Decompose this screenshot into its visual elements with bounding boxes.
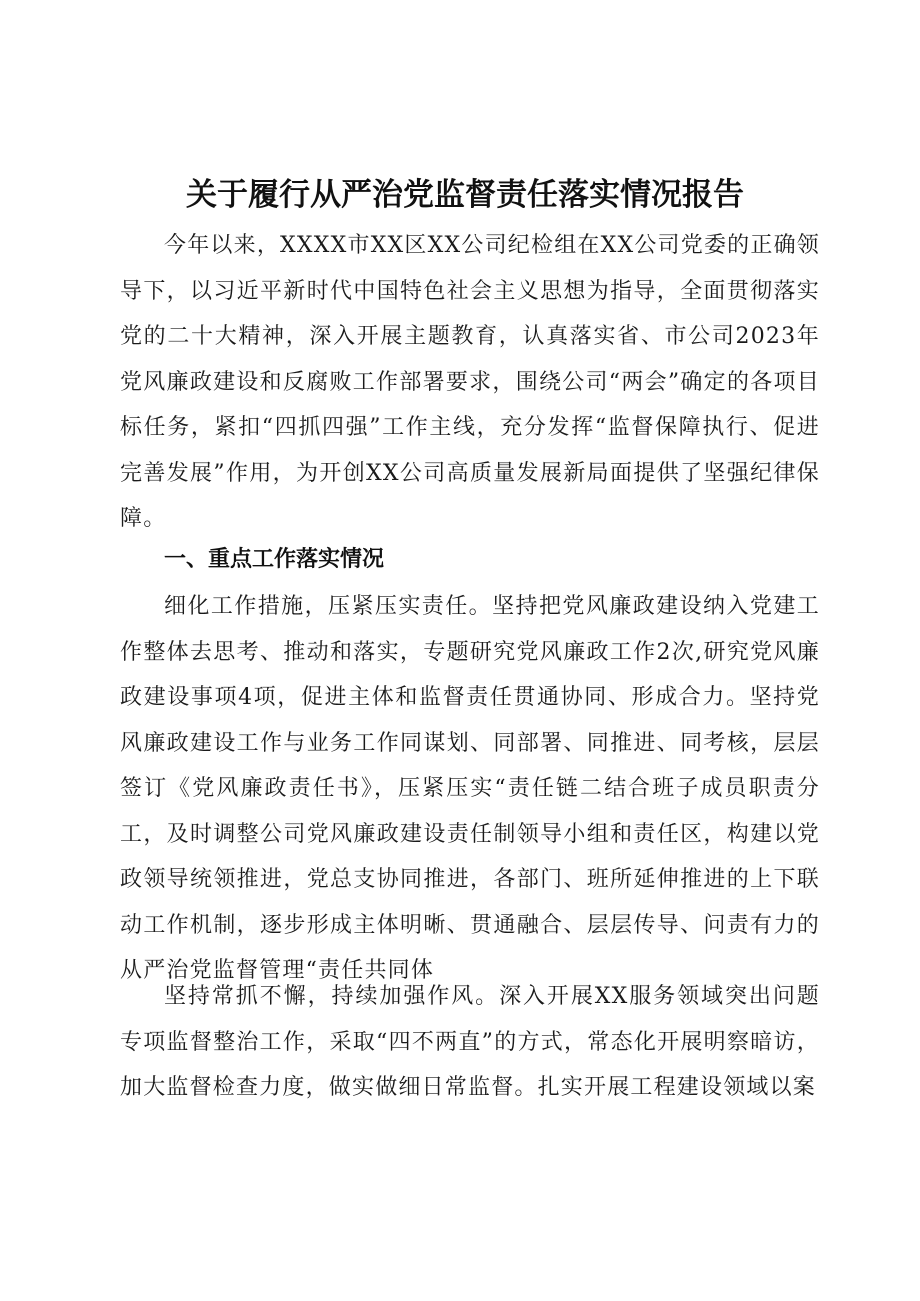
document-title: 关于履行从严治党监督责任落实情况报告 <box>186 177 744 213</box>
paragraph-responsibility: 细化工作措施，压紧压实责任。坚持把党风廉政建设纳入党建工作整体去思考、推动和落实，专题研究党风廉政工作2次,研究党风廉政建设事项4项，促进主体和监督责任贯通协同、形成合力。坚持党风廉政建设工作与业务工作同谋划、同部署、同推进、同考核，层层签订《党风廉政责任书》，压紧压实“责任链二结合班子成员职责分工，及时调整公司党风廉政建设责任制领导小组和责任区，构建以党政领导统领推进，党总支协同推进，各部门、班所延伸推进的上下联动工作机制，逐步形成主体明晰、贯通融合、层层传导、问责有力的从严治党监督管理“责任共同体 <box>120 594 820 983</box>
paragraph-intro: 今年以来，XXXX市XX区XX公司纪检组在XX公司党委的正确领导下，以习近平新时代中国特色社会主义思想为指导，全面贯彻落实党的二十大精神，深入开展主题教育，认真落实省、市公司2023年党风廉政建设和反腐败工作部署要求，围绕公司“两会”确定的各项目标任务，紧扣“四抓四强”工作主线，充分发挥“监督保障执行、促进完善发展”作用，为开创XX公司高质量发展新局面提供了坚强纪律保障。 <box>120 233 820 531</box>
section-heading: 一、重点工作落实情况 <box>164 547 385 572</box>
paragraph-work-style: 坚持常抓不懈，持续加强作风。深入开展XX服务领域突出问题专项监督整治工作，采取“四不两直”的方式，常态化开展明察暗访，加大监督检查力度，做实做细日常监督。扎实开展工程建设领域以案 <box>120 984 820 1100</box>
